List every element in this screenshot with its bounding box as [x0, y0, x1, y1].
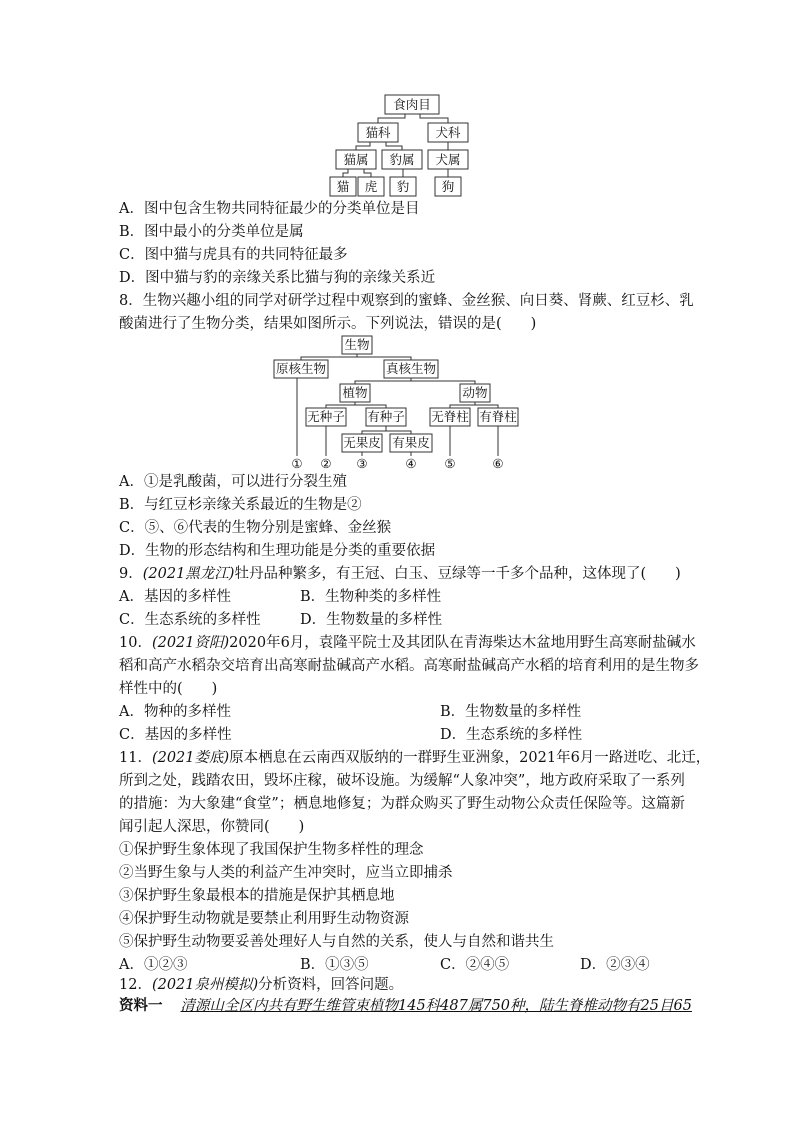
- node-cat-label: 猫: [336, 179, 350, 194]
- q8-option-d: D．生物的形态结构和生理功能是分类的重要依据: [119, 543, 436, 559]
- node-prokaryote-label: 原核生物: [275, 361, 327, 376]
- node-eukaryote-label: 真核生物: [385, 361, 437, 376]
- leaf-4: ④: [405, 456, 417, 471]
- q10-stem-line2: 稻和高产水稻杂交培育出高寒耐盐碱高产水稻。高寒耐盐碱高产水稻的培育利用的是生物多: [119, 658, 699, 674]
- q12-stem-text: 分析资料，回答问题。: [258, 977, 404, 993]
- node-tiger-label: 虎: [364, 179, 378, 194]
- q8-option-b: B．与红豆杉亲缘关系最近的生物是②: [119, 497, 362, 513]
- leaf-5: ⑤: [444, 456, 456, 471]
- q9-option-a: A．基因的多样性: [119, 589, 231, 605]
- connector-felis-cat: [343, 169, 348, 177]
- leaf-3: ③: [356, 456, 368, 471]
- q12-stem: [119, 975, 403, 995]
- node-pericarp-label: 有果皮: [392, 435, 430, 450]
- q11-option-d: D．②③④: [580, 957, 650, 973]
- connector-felidae-panthera: [386, 142, 402, 150]
- leaf-1: ①: [291, 456, 303, 471]
- q10-option-d: D．生态系统的多样性: [440, 727, 583, 743]
- q11-option-b: B．①③⑤: [300, 957, 369, 973]
- q11-statement-4: ④保护野生动物就是要禁止利用野生动物资源: [119, 911, 409, 927]
- q11-statement-5: ⑤保护野生动物要妥善处理好人与自然的关系，使人与自然和谐共生: [119, 934, 554, 950]
- node-felidae-label: 猫科: [365, 125, 391, 140]
- q7-option-a: A．图中包含生物共同特征最少的分类单位是目: [119, 201, 420, 217]
- connector-eukaryote-l3: [355, 381, 475, 384]
- node-canidae-label: 犬科: [435, 125, 461, 140]
- node-felis-label: 猫属: [343, 152, 369, 167]
- q8-option-c: C．⑤、⑥代表的生物分别是蜜蜂、金丝猴: [119, 520, 392, 536]
- q11-statement-2: ②当野生象与人类的利益产生冲突时，应当立即捕杀: [119, 865, 453, 881]
- q9-source: (2021黑龙江): [142, 566, 235, 582]
- organism-classification-diagram: [272, 334, 542, 474]
- q9-number: 9．: [119, 566, 143, 582]
- q11-source: (2021娄底): [151, 750, 230, 766]
- q9-stem: [119, 564, 681, 584]
- node-no-seed-label: 无种子: [307, 409, 345, 424]
- carnivora-classification-diagram: [320, 92, 480, 198]
- q10-option-c: C．基因的多样性: [119, 727, 232, 743]
- q10-option-a: A．物种的多样性: [119, 704, 231, 720]
- q7-option-d: D．图中猫与豹的亲缘关系比猫与狗的亲缘关系近: [119, 270, 436, 286]
- q11-statement-1: ①保护野生象体现了我国保护生物多样性的理念: [119, 842, 424, 858]
- node-invertebrate-label: 无脊柱: [431, 409, 469, 424]
- q12-number: 12．: [119, 977, 152, 993]
- q7-option-c: C．图中猫与虎具有的共同特征最多: [119, 247, 348, 263]
- connector-order-felidae: [378, 114, 405, 123]
- material-text: 清源山全区内共有野生维管束植物145科487属750种，陆生脊椎动物有25目65: [180, 998, 692, 1014]
- q10-stem-text1: 2020年6月，袁隆平院士及其团队在青海柴达木盆地用野生高寒耐盐碱水: [229, 635, 696, 651]
- node-no-pericarp-label: 无果皮: [343, 435, 381, 450]
- node-canis-label: 犬属: [435, 152, 461, 167]
- connector-felis-tiger: [364, 169, 371, 177]
- node-seed-label: 有种子: [367, 409, 405, 424]
- q11-stem-line2: 所到之处，践踏农田，毁坏庄稼，破坏设施。为缓解“人象冲突”，地方政府采取了一系列: [119, 773, 685, 789]
- node-vertebrate-label: 有脊柱: [479, 409, 517, 424]
- q12-material-1: [119, 996, 692, 1016]
- node-panthera-label: 豹属: [389, 152, 415, 167]
- node-animal-label: 动物: [462, 385, 488, 400]
- q9-stem-text: 牡丹品种繁多，有王冠、白玉、豆绿等一千多个品种，这体现了( ): [234, 566, 681, 582]
- node-dog-label: 狗: [441, 179, 455, 194]
- q11-option-a: A．①②③: [119, 957, 188, 973]
- q9-option-b: B．生物种类的多样性: [300, 589, 442, 605]
- q10-option-b: B．生物数量的多样性: [440, 704, 582, 720]
- q11-statement-3: ③保护野生象最根本的措施是保护其栖息地: [119, 888, 395, 904]
- q11-number: 11．: [119, 750, 152, 766]
- q8-stem-line1: 8．生物兴趣小组的同学对研学过程中观察到的蜜蜂、金丝猴、向日葵、肾蕨、红豆杉、乳: [119, 293, 694, 309]
- q10-stem-line3: 样性中的( ): [119, 681, 218, 697]
- q12-source: (2021泉州模拟): [151, 977, 259, 993]
- q11-stem-line3: 的措施：为大象建“食堂”；栖息地修复；为群众购买了野生动物公众责任保险等。这篇新: [119, 796, 685, 812]
- node-organism-label: 生物: [344, 337, 370, 352]
- q9-option-c: C．生态系统的多样性: [119, 612, 261, 628]
- material-tag: 资料一: [119, 997, 163, 1014]
- node-leopard-label: 豹: [396, 179, 410, 194]
- q10-stem-line1: [119, 633, 696, 653]
- node-plant-label: 植物: [342, 385, 368, 400]
- q11-stem-line1: [119, 748, 710, 768]
- connector-order-canidae: [420, 114, 448, 123]
- leaf-2: ②: [320, 456, 332, 471]
- leaf-6: ⑥: [492, 456, 504, 471]
- q9-option-d: D．生物数量的多样性: [300, 612, 443, 628]
- q11-option-c: C．②④⑤: [440, 957, 510, 973]
- q8-stem-line2: 酸菌进行了生物分类，结果如图所示。下列说法，错误的是( ): [119, 316, 537, 332]
- q11-stem-line4: 闻引起人深思，你赞同( ): [119, 819, 305, 835]
- q10-source: (2021资阳): [151, 635, 230, 651]
- connector-felidae-felis: [356, 142, 370, 150]
- q11-stem-text1: 原本栖息在云南西双版纳的一群野生亚洲象，2021年6月一路迸吃、北迁，: [229, 750, 711, 766]
- q10-number: 10．: [119, 635, 152, 651]
- q7-option-b: B．图中最小的分类单位是属: [119, 224, 304, 240]
- q8-option-a: A．①是乳酸菌，可以进行分裂生殖: [119, 474, 347, 490]
- node-order-label: 食肉目: [393, 97, 431, 112]
